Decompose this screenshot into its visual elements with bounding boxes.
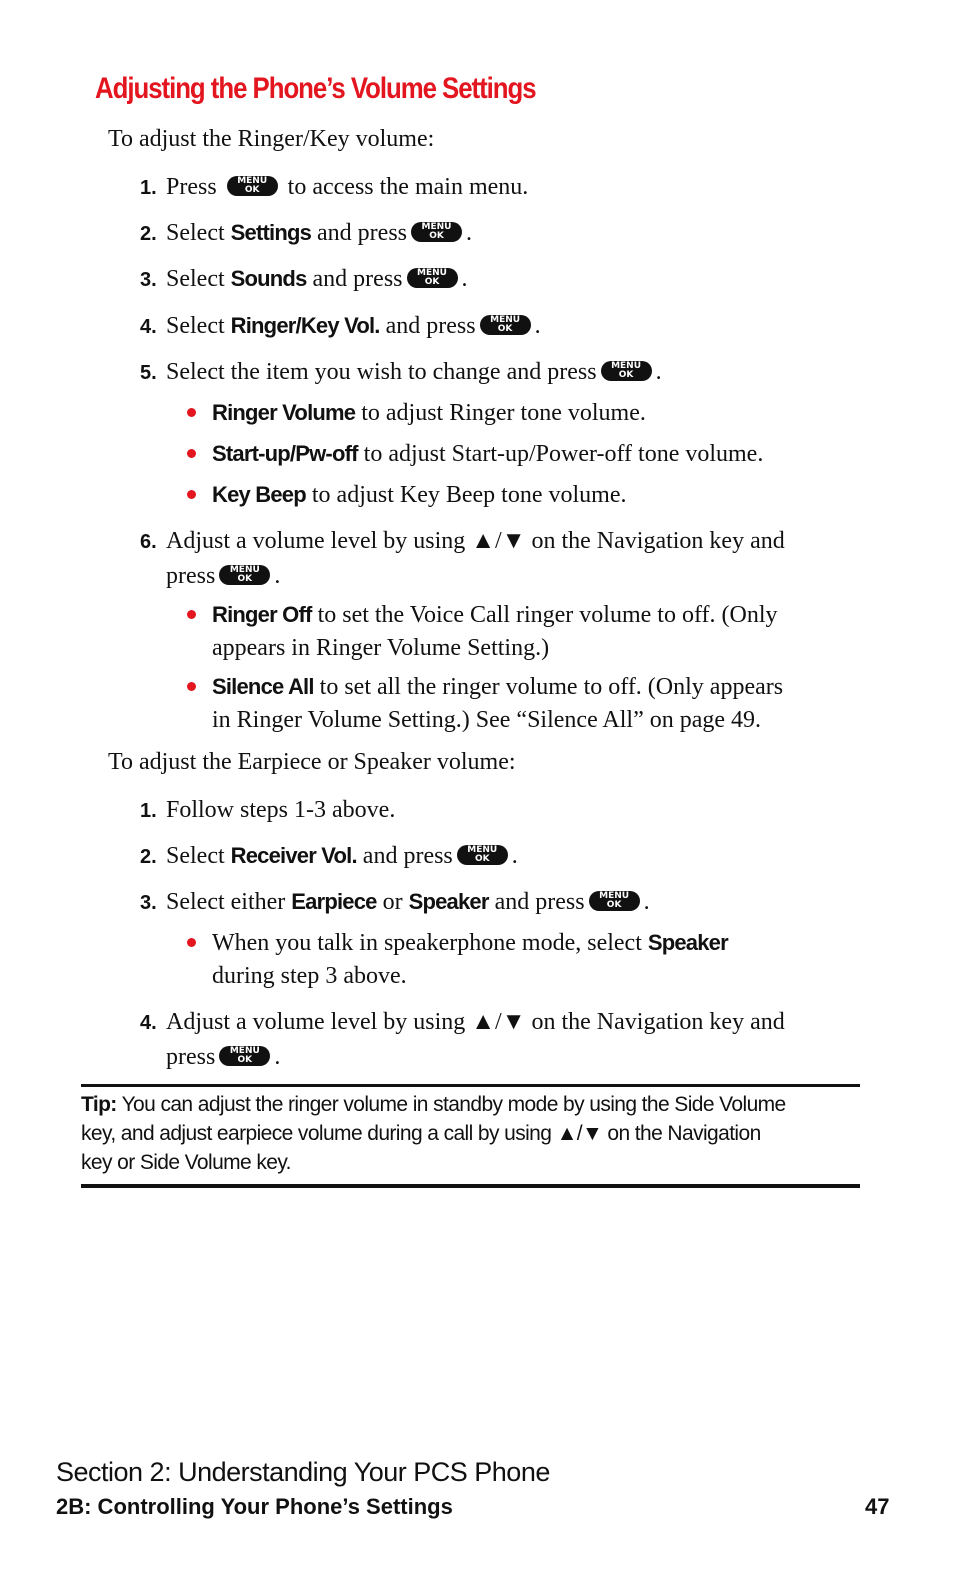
ringer-step-3 <box>140 262 468 297</box>
footer-chapter-title: 2B: Controlling Your Phone’s Settings <box>56 1494 453 1519</box>
bullet-text: to adjust Key Beep tone volume. <box>311 482 627 508</box>
tip-line-2: key, and adjust earpiece volume during a call by using ▲/▼ on the Navigation <box>81 1122 761 1145</box>
step-number: 1. <box>140 177 157 199</box>
tip-label: Tip: <box>81 1093 117 1116</box>
menu-ok-key-icon: MENU OK <box>219 1046 270 1066</box>
ringer-bullet-ringer-volume <box>187 396 646 430</box>
option-key-beep: Key Beep <box>212 482 306 507</box>
menu-ok-key-icon: MENU OK <box>589 891 640 911</box>
menu-keyword-receiver-vol: Receiver Vol. <box>230 843 357 868</box>
menu-keyword-earpiece: Earpiece <box>291 889 377 914</box>
footer-section-title: Section 2: Understanding Your PCS Phone <box>56 1457 550 1487</box>
bullet-text: When you talk in speakerphone mode, select <box>212 930 642 956</box>
step-end: . <box>534 313 541 339</box>
tip-box <box>81 1090 861 1177</box>
option-ringer-off: Ringer Off <box>212 602 312 627</box>
earpiece-step-2 <box>140 839 518 874</box>
ringer-bullet-startup <box>187 437 763 471</box>
bullet-text: to set all the ringer volume to off. (Only appears <box>319 674 784 700</box>
earpiece-intro: To adjust the Earpiece or Speaker volume: <box>108 749 516 775</box>
step-number: 6. <box>140 531 157 553</box>
bullet-text: to adjust Start-up/Power-off tone volume. <box>363 441 764 467</box>
menu-ok-key-icon: MENU OK <box>480 315 531 335</box>
step-number: 3. <box>140 892 157 914</box>
menu-ok-key-icon: MENU OK <box>457 845 508 865</box>
bullet-dot-icon <box>187 449 196 458</box>
step-number: 5. <box>140 362 157 384</box>
ringer-step-4 <box>140 309 541 344</box>
earpiece-bullet-speakerphone <box>187 926 728 993</box>
step-text: Adjust a volume level by using ▲/▼ on the Navigation key and <box>166 528 785 554</box>
bullet-text: to adjust Ringer tone volume. <box>361 400 646 426</box>
option-speaker: Speaker <box>647 930 728 955</box>
bullet-text: to set the Voice Call ringer volume to off. (Only <box>317 602 778 628</box>
step-text-2: and press <box>494 889 585 915</box>
tip-line-1: You can adjust the ringer volume in standby mode by using the Side Volume <box>121 1093 786 1116</box>
page-number: 47 <box>865 1494 890 1519</box>
menu-ok-key-icon: MENU OK <box>227 176 278 196</box>
step-end: . <box>461 266 468 292</box>
ringer-step-5 <box>140 355 662 390</box>
bullet-dot-icon <box>187 682 196 691</box>
ringer-bullet-silence-all <box>187 670 783 737</box>
step-end: . <box>655 359 662 385</box>
step-number: 2. <box>140 223 157 245</box>
step-text-or: or <box>382 889 403 915</box>
ringer-step-1 <box>140 170 528 205</box>
step-text: Select <box>166 266 225 292</box>
step-number: 4. <box>140 316 157 338</box>
menu-keyword-ringer-key-vol: Ringer/Key Vol. <box>230 313 380 338</box>
bullet-text-continued: appears in Ringer Volume Setting.) <box>212 635 550 661</box>
tip-bottom-rule <box>81 1184 860 1188</box>
menu-ok-key-icon: MENU OK <box>407 268 458 288</box>
option-ringer-volume: Ringer Volume <box>212 400 356 425</box>
step-text: Follow steps 1-3 above. <box>166 797 396 823</box>
step-text-2: and press <box>317 220 408 246</box>
tip-line-3: key or Side Volume key. <box>81 1151 291 1174</box>
step-number: 3. <box>140 269 157 291</box>
step-number: 2. <box>140 846 157 868</box>
step-text-2: and press <box>312 266 403 292</box>
menu-keyword-sounds: Sounds <box>230 266 307 291</box>
step-text: Select either <box>166 889 286 915</box>
ringer-step-6 <box>140 524 785 593</box>
step-text-2: and press <box>385 313 476 339</box>
ringer-bullet-ringer-off <box>187 598 778 665</box>
step-text-2: to access the main menu. <box>287 174 529 200</box>
step-text: Select <box>166 313 225 339</box>
menu-ok-key-icon: MENU OK <box>219 565 270 585</box>
earpiece-step-4 <box>140 1005 785 1074</box>
step-text: Select the item you wish to change and press <box>166 359 597 385</box>
menu-keyword-speaker: Speaker <box>408 889 489 914</box>
step-end: . <box>643 889 650 915</box>
step-end: . <box>466 220 473 246</box>
menu-ok-key-icon: MENU OK <box>601 361 652 381</box>
step-text: Select <box>166 843 225 869</box>
bullet-dot-icon <box>187 938 196 947</box>
ringer-step-2 <box>140 216 472 251</box>
step-number: 4. <box>140 1012 157 1034</box>
step-text-2: and press <box>362 843 453 869</box>
bullet-text-continued: during step 3 above. <box>212 963 407 989</box>
earpiece-step-3 <box>140 885 650 920</box>
option-silence-all: Silence All <box>212 674 314 699</box>
page-heading: Adjusting the Phone’s Volume Settings <box>95 72 536 105</box>
option-startup-pw-off: Start-up/Pw-off <box>212 441 358 466</box>
step-end: . <box>511 843 518 869</box>
menu-keyword-settings: Settings <box>230 220 312 245</box>
step-text: Adjust a volume level by using ▲/▼ on the Navigation key and <box>166 1009 785 1035</box>
step-continuation: press MENU OK . <box>166 1044 281 1070</box>
earpiece-step-1 <box>140 793 395 828</box>
ringer-intro: To adjust the Ringer/Key volume: <box>108 126 435 152</box>
tip-top-rule <box>81 1084 860 1087</box>
step-text: Select <box>166 220 225 246</box>
step-continuation: press MENU OK . <box>166 563 281 589</box>
ringer-bullet-key-beep <box>187 478 626 512</box>
bullet-text-continued: in Ringer Volume Setting.) See “Silence All” on page 49. <box>212 707 762 733</box>
bullet-dot-icon <box>187 490 196 499</box>
bullet-dot-icon <box>187 610 196 619</box>
bullet-dot-icon <box>187 408 196 417</box>
step-number: 1. <box>140 800 157 822</box>
menu-ok-key-icon: MENU OK <box>411 222 462 242</box>
step-text: Press <box>166 174 217 200</box>
